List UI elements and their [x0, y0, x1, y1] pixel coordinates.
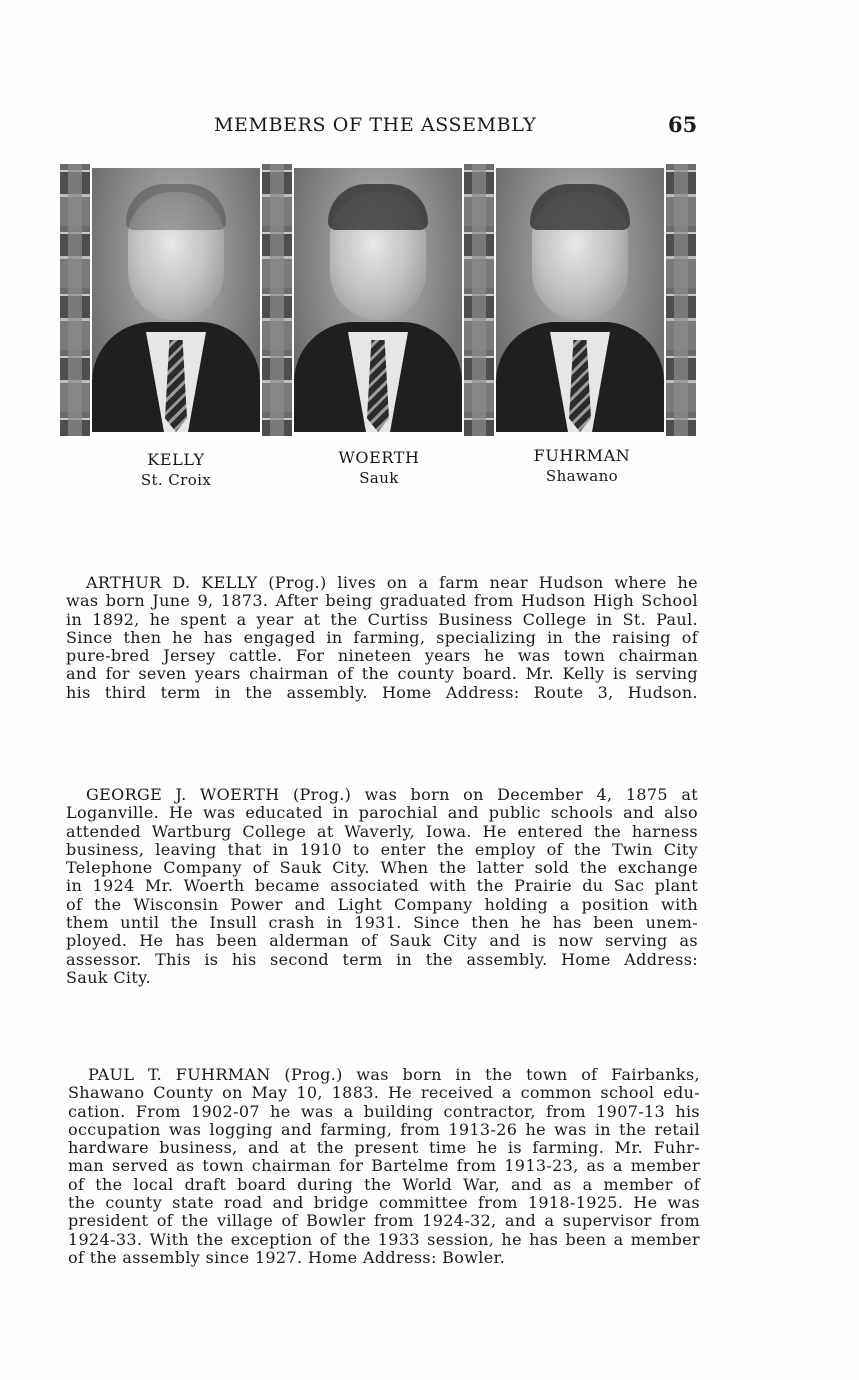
- decorative-border: [60, 164, 90, 436]
- bio-line: Since then he has engaged in farming, specializing in the raising of: [66, 627, 698, 647]
- bio-line: ARTHUR D. KELLY (Prog.) lives on a farm near Hudson where he: [86, 573, 698, 592]
- decorative-border: [262, 164, 292, 436]
- caption-woerth: [279, 448, 479, 487]
- bio-line: in 1892, he spent a year at the Curtiss Business College in St. Paul.: [66, 609, 698, 629]
- bio-line: hardware business, and at the present time he is farming. Mr. Fuhr-: [68, 1138, 700, 1158]
- bio-line: president of the village of Bowler from 1924-32, and a supervisor from: [68, 1211, 700, 1231]
- bio-line: occupation was logging and farming, from 1913-26 he was in the retail: [68, 1119, 700, 1139]
- member-district: St. Croix: [140, 471, 212, 489]
- decorative-border: [464, 164, 494, 436]
- portrait-kelly: [92, 168, 260, 432]
- bio-line: 1924-33. With the exception of the 1933 session, he has been a member: [68, 1229, 700, 1249]
- bio-line: attended Wartburg College at Waverly, Iowa. He entered the harness: [66, 821, 698, 841]
- bio-line: the county state road and bridge committee from 1918-1925. He was: [68, 1193, 700, 1213]
- portrait-strip: [60, 164, 696, 436]
- bio-line: assessor. This is his second term in the assembly. Home Address:: [66, 949, 698, 969]
- portrait-woerth: [294, 168, 462, 432]
- bio-line: of the assembly since 1927. Home Address: Bowler.: [68, 1247, 506, 1267]
- bio-fuhrman: [68, 1066, 700, 1267]
- bio-line: man served as town chairman for Bartelme from 1913-23, as a member: [68, 1156, 700, 1176]
- member-name: FUHRMAN: [533, 446, 631, 465]
- portrait-fuhrman: [496, 168, 664, 432]
- bio-line: Loganville. He was educated in parochial and public schools and also: [66, 803, 698, 823]
- bio-line: GEORGE J. WOERTH (Prog.) was born on December 4, 1875 at: [86, 785, 698, 804]
- bio-line: Telephone Company of Sauk City. When the latter sold the exchange: [66, 858, 698, 878]
- member-district: Sauk: [359, 469, 399, 487]
- decorative-border: [666, 164, 696, 436]
- member-name: KELLY: [147, 450, 205, 469]
- bio-line: and for seven years chairman of the county board. Mr. Kelly is serving: [66, 664, 698, 684]
- bio-line: PAUL T. FUHRMAN (Prog.) was born in the town of Fairbanks,: [88, 1065, 700, 1084]
- bio-line: in 1924 Mr. Woerth became associated with the Prairie du Sac plant: [66, 876, 698, 896]
- caption-fuhrman: [482, 446, 682, 485]
- bio-line: pure-bred Jersey cattle. For nineteen years he was town chairman: [66, 646, 698, 666]
- bio-line: of the local draft board during the World War, and as a member of: [68, 1174, 700, 1194]
- page-number: 65: [668, 112, 698, 137]
- bio-line: his third term in the assembly. Home Address: Route 3, Hudson.: [66, 682, 698, 702]
- page-title: MEMBERS OF THE ASSEMBLY: [214, 114, 537, 136]
- bio-line: Shawano County on May 10, 1883. He received a common school edu-: [68, 1083, 700, 1103]
- bio-line: business, leaving that in 1910 to enter the employ of the Twin City: [66, 839, 698, 859]
- bio-line: ployed. He has been alderman of Sauk City and is now serving as: [66, 931, 698, 951]
- bio-line: was born June 9, 1873. After being graduated from Hudson High School: [66, 591, 698, 611]
- bio-line: them until the Insull crash in 1931. Since then he has been unem-: [66, 913, 698, 933]
- bio-line: of the Wisconsin Power and Light Company holding a position with: [66, 894, 698, 914]
- caption-kelly: [76, 450, 276, 489]
- bio-kelly: [66, 574, 698, 702]
- member-district: Shawano: [545, 467, 619, 485]
- member-name: WOERTH: [338, 448, 420, 467]
- bio-line: Sauk City.: [66, 967, 151, 987]
- bio-line: cation. From 1902-07 he was a building contractor, from 1907-13 his: [68, 1101, 700, 1121]
- bio-woerth: [66, 786, 698, 987]
